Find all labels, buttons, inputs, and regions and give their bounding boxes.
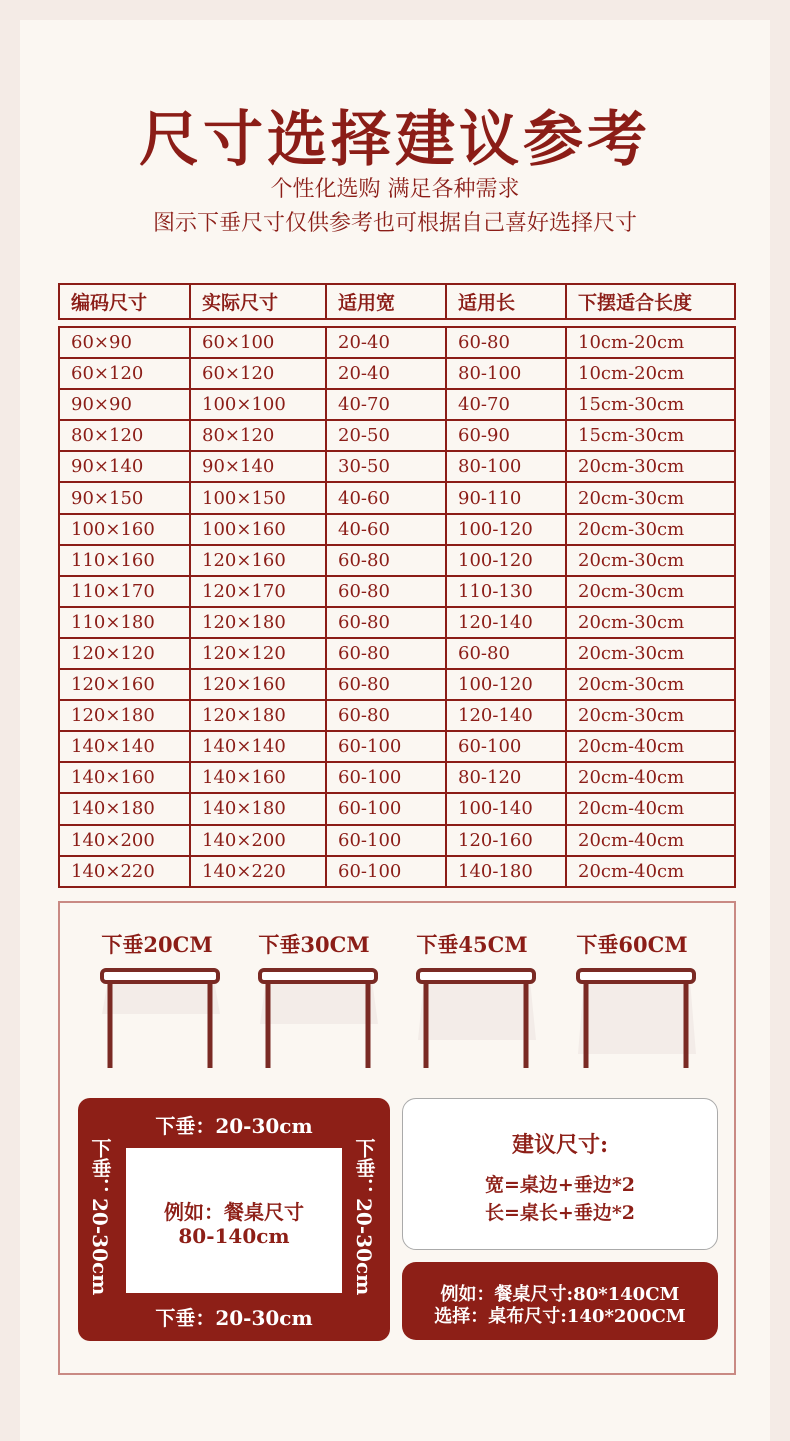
subtitle-1: 个性化选购 满足各种需求	[270, 177, 520, 202]
table-cell: 30-50	[327, 452, 447, 481]
table-cell: 90×140	[60, 452, 191, 481]
table-cell: 120×120	[60, 639, 191, 668]
table-cell: 140×220	[60, 857, 191, 886]
table-row	[60, 608, 734, 639]
table-cell: 20cm-30cm	[578, 549, 685, 571]
table-drop-30-icon	[254, 962, 384, 1072]
example-cloth-size: 选择：桌布尺寸:140*200CM	[434, 1306, 686, 1327]
table-cell: 120×120	[191, 639, 327, 668]
table-row	[60, 483, 734, 514]
table-cell: 60-100	[327, 732, 447, 761]
table-cell: 60-80	[447, 639, 567, 668]
table-cell: 20cm-30cm	[578, 580, 685, 602]
header-cell: 下摆适合长度	[578, 292, 693, 314]
table-row	[60, 390, 734, 421]
drop-bottom-label: 下垂：20-30cm	[155, 1306, 313, 1330]
table-cell: 60-100	[327, 826, 447, 855]
table-cell: 60×120	[191, 359, 327, 388]
table-row	[60, 328, 734, 359]
table-row	[60, 546, 734, 577]
table-drop-60-icon	[572, 962, 702, 1072]
table-cell: 140×140	[60, 732, 191, 761]
table-cell: 40-60	[327, 515, 447, 544]
suggestion-title: 建议尺寸:	[511, 1132, 609, 1158]
table-row	[60, 794, 734, 825]
table-cell: 100×100	[191, 390, 327, 419]
table-cell: 100×150	[191, 483, 327, 512]
table-row	[60, 515, 734, 546]
drop-label-45: 下垂45CM	[416, 932, 528, 957]
table-cell: 20cm-40cm	[578, 860, 685, 882]
table-cell: 20cm-40cm	[578, 798, 685, 820]
table-row	[60, 421, 734, 452]
table-cell: 40-70	[327, 390, 447, 419]
table-cell: 110×180	[60, 608, 191, 637]
table-cell: 80×120	[191, 421, 327, 450]
table-cell: 140×140	[191, 732, 327, 761]
table-cell: 120×170	[191, 577, 327, 606]
table-cell: 120-160	[447, 826, 567, 855]
header-cell: 适用长	[447, 285, 567, 318]
table-cell: 60-80	[327, 701, 447, 730]
table-cell: 80×120	[60, 421, 191, 450]
header-cell: 编码尺寸	[60, 285, 191, 318]
table-cell: 20cm-40cm	[578, 736, 685, 758]
table-cell: 110×160	[60, 546, 191, 575]
table-cell: 20-40	[327, 328, 447, 357]
table-cell: 60-80	[327, 577, 447, 606]
example-table-size: 例如：餐桌尺寸:80*140CM	[440, 1284, 680, 1305]
table-cell: 120-140	[447, 608, 567, 637]
drop-label-30: 下垂30CM	[258, 932, 370, 957]
header-cell: 实际尺寸	[191, 285, 327, 318]
table-cell: 80-120	[447, 763, 567, 792]
table-row	[60, 763, 734, 794]
table-row	[60, 826, 734, 857]
size-table-body	[58, 326, 736, 888]
table-cell: 100×160	[60, 515, 191, 544]
table-cell: 60-100	[327, 857, 447, 886]
table-cell: 80-100	[447, 359, 567, 388]
table-cell: 40-70	[447, 390, 567, 419]
table-cell: 60-80	[447, 328, 567, 357]
suggestion-width-formula: 宽=桌边+垂边*2	[485, 1174, 635, 1196]
table-cell: 120×160	[191, 670, 327, 699]
table-cell: 140×160	[191, 763, 327, 792]
table-cell: 60×90	[60, 328, 191, 357]
table-cell: 20cm-40cm	[578, 767, 685, 789]
table-row	[60, 732, 734, 763]
table-cell: 140×180	[60, 794, 191, 823]
table-cell: 100-140	[447, 794, 567, 823]
table-cell: 10cm-20cm	[578, 363, 685, 385]
table-row	[60, 670, 734, 701]
table-cell: 110×170	[60, 577, 191, 606]
table-cell: 20cm-30cm	[578, 518, 685, 540]
table-cell: 110-130	[447, 577, 567, 606]
table-cell: 80-100	[447, 452, 567, 481]
table-cell: 90×150	[60, 483, 191, 512]
table-cell: 100×160	[191, 515, 327, 544]
table-row	[60, 857, 734, 888]
table-cell: 20cm-30cm	[578, 642, 685, 664]
table-cell: 60-80	[327, 639, 447, 668]
header-cell: 适用宽	[327, 285, 447, 318]
table-cell: 60-80	[327, 546, 447, 575]
table-cell: 20cm-30cm	[578, 456, 685, 478]
page-title: 尺寸选择建议参考	[139, 105, 651, 175]
table-cell: 20-50	[327, 421, 447, 450]
table-cell: 60×100	[191, 328, 327, 357]
table-cell: 100-120	[447, 546, 567, 575]
table-cell: 20cm-30cm	[578, 487, 685, 509]
diagram-example-line2: 80-140cm	[178, 1224, 290, 1248]
table-row	[60, 452, 734, 483]
table-cell: 120×180	[191, 701, 327, 730]
table-cell: 60-100	[447, 732, 567, 761]
drop-right-label: 下垂：20-30cm	[352, 1138, 376, 1296]
table-cell: 60-100	[327, 794, 447, 823]
table-cell: 120×160	[60, 670, 191, 699]
table-cell: 140×160	[60, 763, 191, 792]
table-cell: 90×140	[191, 452, 327, 481]
table-cell: 20cm-30cm	[578, 674, 685, 696]
suggestion-length-formula: 长=桌长+垂边*2	[485, 1202, 635, 1224]
table-cell: 140×220	[191, 857, 327, 886]
table-cell: 15cm-30cm	[578, 394, 685, 416]
table-cell: 40-60	[327, 483, 447, 512]
table-drop-45-icon	[412, 962, 542, 1072]
table-cell: 60-100	[327, 763, 447, 792]
table-drop-20-icon	[96, 962, 226, 1072]
table-cell: 20cm-30cm	[578, 705, 685, 727]
table-cell: 140×200	[60, 826, 191, 855]
size-table-header	[58, 283, 736, 320]
table-cell: 20cm-40cm	[578, 829, 685, 851]
table-cell: 140-180	[447, 857, 567, 886]
table-cell: 90-110	[447, 483, 567, 512]
table-cell: 100-120	[447, 670, 567, 699]
table-cell: 60×120	[60, 359, 191, 388]
table-cell: 10cm-20cm	[578, 332, 685, 354]
drop-top-label: 下垂：20-30cm	[155, 1114, 313, 1138]
table-cell: 60-80	[327, 670, 447, 699]
table-cell: 140×180	[191, 794, 327, 823]
table-cell: 120×160	[191, 546, 327, 575]
table-cell: 60-80	[327, 608, 447, 637]
drop-label-20: 下垂20CM	[101, 932, 213, 957]
table-cell: 120-140	[447, 701, 567, 730]
table-cell: 20-40	[327, 359, 447, 388]
table-cell: 120×180	[191, 608, 327, 637]
table-cell: 140×200	[191, 826, 327, 855]
table-row	[60, 577, 734, 608]
table-cell: 120×180	[60, 701, 191, 730]
drop-left-label: 下垂：20-30cm	[88, 1138, 112, 1296]
drop-label-60: 下垂60CM	[576, 932, 688, 957]
subtitle-2: 图示下垂尺寸仅供参考也可根据自己喜好选择尺寸	[152, 211, 637, 236]
table-cell: 20cm-30cm	[578, 611, 685, 633]
table-row	[60, 639, 734, 670]
diagram-example-line1: 例如：餐桌尺寸	[164, 1200, 304, 1224]
table-cell: 90×90	[60, 390, 191, 419]
table-cell: 100-120	[447, 515, 567, 544]
table-cell: 15cm-30cm	[578, 425, 685, 447]
table-row	[60, 359, 734, 390]
table-row	[60, 701, 734, 732]
table-cell: 60-90	[447, 421, 567, 450]
